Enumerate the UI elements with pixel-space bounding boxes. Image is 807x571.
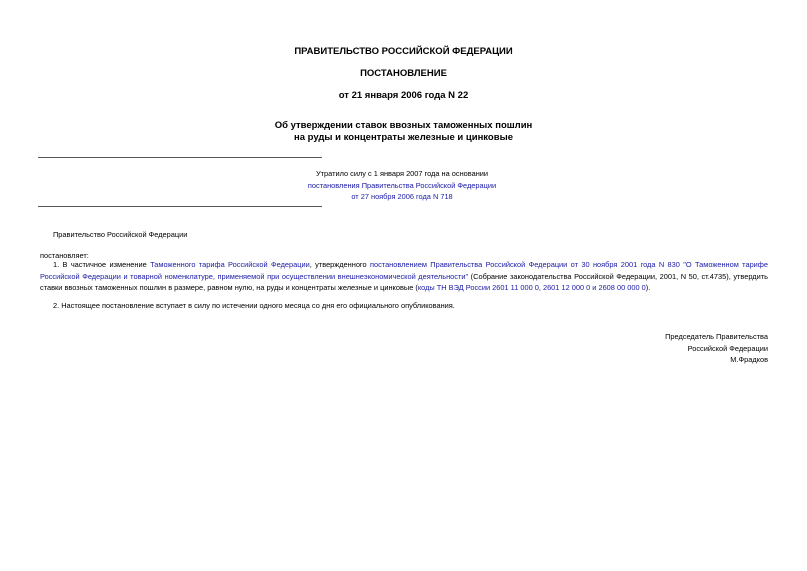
signature-organization: Российской Федерации: [687, 343, 768, 353]
intro-text: Правительство Российской Федерации: [53, 230, 188, 239]
signature-block: [508, 331, 768, 366]
decree-word: постановляет:: [40, 251, 89, 260]
repeal-decree-date-link[interactable]: от 27 ноября 2006 года N 718: [351, 192, 453, 201]
document-type: ПОСТАНОВЛЕНИЕ: [360, 68, 447, 79]
government-heading: ПРАВИТЕЛЬСТВО РОССИЙСКОЙ ФЕДЕРАЦИИ: [294, 46, 513, 57]
status-note-text: Утратило силу с 1 января 2007 года на основании: [315, 169, 489, 178]
paragraph-2: 2. Настоящее постановление вступает в силу по истечении одного месяца со дня его официального опубликования.: [53, 301, 455, 310]
divider-bottom: [38, 206, 322, 207]
paragraph-1: [40, 259, 768, 294]
repeal-decree-link[interactable]: постановления Правительства Российской Федерации: [307, 180, 497, 190]
decree-830-link[interactable]: постановлением Правительства Российской Федерации от 30 ноября 2001 года N 830 "О Таможенном тарифе Российской Федерации и товарной номенклатуре, применяемой при осуществлении внешнеэкономической деятельности": [40, 260, 769, 281]
document-date-number: от 21 января 2006 года N 22: [338, 90, 469, 101]
divider-top: [38, 157, 322, 158]
tn-ved-codes-link[interactable]: коды ТН ВЭД России 2601 11 000 0, 2601 12 000 0 и 2608 00 000 0: [417, 283, 646, 292]
customs-tariff-link[interactable]: Таможенного тарифа Российской Федерации: [150, 260, 310, 269]
status-note: [190, 168, 614, 203]
paragraph-1-text-a: 1. В частичное изменение: [53, 260, 151, 269]
paragraph-1-text-d: ).: [645, 283, 651, 292]
paragraph-1-text-b: , утвержденного: [309, 260, 370, 269]
document-title-line-1: Об утверждении ставок ввозных таможенных пошлин: [274, 120, 533, 131]
signature-position: Председатель Правительства: [665, 332, 768, 341]
document-title-line-2: на руды и концентраты железные и цинковые: [294, 132, 513, 143]
signature-name: М.Фрадков: [730, 355, 768, 364]
paragraph-1-text-c: (Собрание законодательства Российской Федерации, 2001, N 50, ст.4735), утвердить ставки ввозных таможенных пошлин в размере, равном нулю, на руды и концентраты железные и цинковые (: [40, 271, 768, 292]
